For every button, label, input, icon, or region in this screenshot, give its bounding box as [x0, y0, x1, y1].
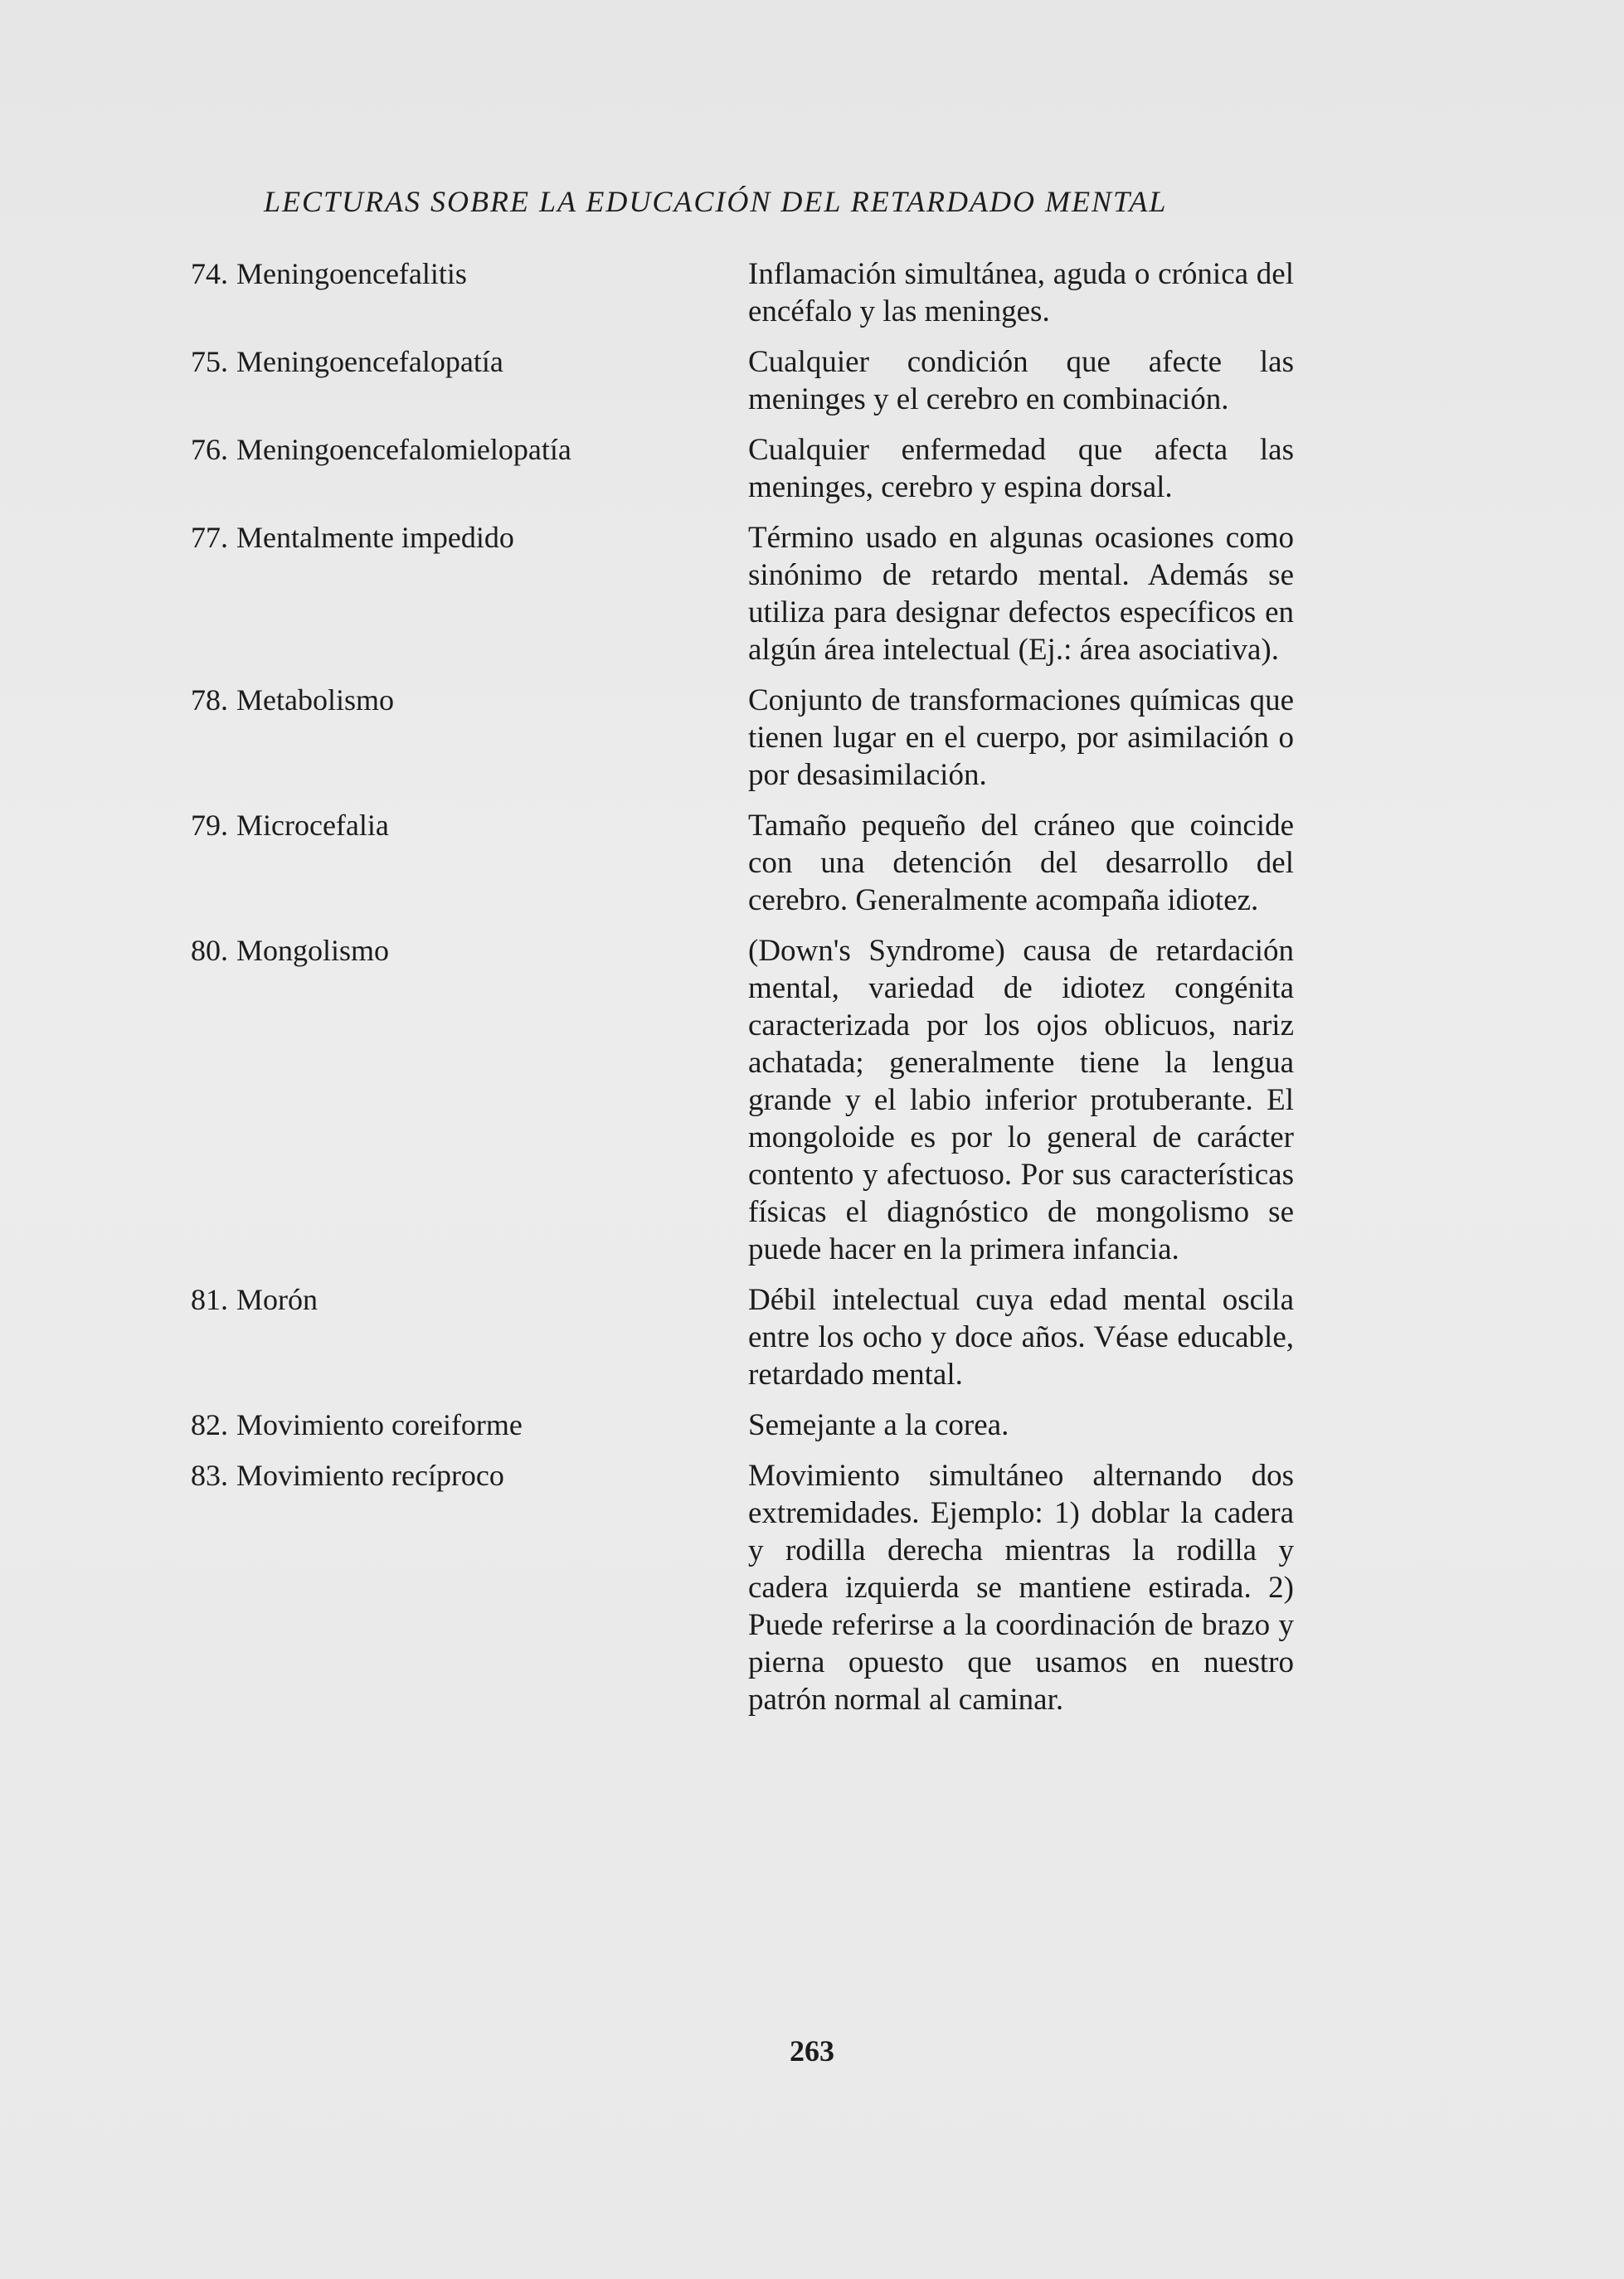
glossary-entry-80	[191, 932, 1302, 1268]
entry-number: 75.	[191, 345, 228, 378]
entry-definition: Tamaño pequeño del cráneo que coincide con una detención del desarrollo del cerebro. Generalmente acompaña idiotez.	[748, 809, 1294, 917]
glossary-entry-74	[191, 255, 1302, 330]
entry-term-text: Meningoencefalomielopatía	[236, 433, 571, 466]
entry-term-text: Meningoencefalitis	[236, 257, 467, 290]
glossary-entry-78	[191, 682, 1302, 794]
entry-number: 82.	[191, 1408, 228, 1441]
glossary-list	[191, 255, 1302, 1732]
entry-term	[191, 519, 748, 556]
entry-definition: Cualquier enfermedad que afecta las meninges, cerebro y espina dorsal.	[748, 433, 1294, 504]
entry-number: 74.	[191, 257, 228, 290]
glossary-entry-77	[191, 519, 1302, 668]
entry-term-text: Mongolismo	[236, 934, 390, 967]
entry-definition: Movimiento simultáneo alternando dos extremidades. Ejemplo: 1) doblar la cadera y rodilla derecha mientras la rodilla y cadera izquierda se mantiene estirada. 2) Puede referirse a la coordinación de brazo y pierna opuesto que usamos en nuestro patrón normal al caminar.	[748, 1459, 1294, 1717]
entry-definition: Término usado en algunas ocasiones como sinónimo de retardo mental. Además se utiliza para designar defectos específicos en algún área intelectual (Ej.: área asociativa).	[748, 521, 1294, 667]
entry-term	[191, 431, 748, 469]
entry-definition: Conjunto de transformaciones químicas que tienen lugar en el cuerpo, por asimilación o por desasimilación.	[748, 683, 1294, 792]
glossary-entry-75	[191, 343, 1302, 418]
entry-number: 83.	[191, 1459, 228, 1492]
entry-term-text: Movimiento recíproco	[236, 1459, 504, 1492]
entry-term-text: Microcefalia	[236, 809, 389, 842]
entry-term-text: Morón	[236, 1283, 318, 1316]
entry-term	[191, 343, 748, 381]
entry-number: 79.	[191, 809, 228, 842]
entry-term-text: Metabolismo	[236, 683, 394, 717]
entry-number: 76.	[191, 433, 228, 466]
glossary-entry-83	[191, 1457, 1302, 1718]
entry-term	[191, 682, 748, 719]
entry-term-text: Movimiento coreiforme	[236, 1408, 523, 1441]
glossary-entry-81	[191, 1281, 1302, 1393]
entry-number: 81.	[191, 1283, 228, 1316]
entry-term	[191, 1407, 748, 1444]
entry-term	[191, 932, 748, 969]
entry-number: 78.	[191, 683, 228, 717]
entry-definition: (Down's Syndrome) causa de retardación mental, variedad de idiotez congénita caracterizada por los ojos oblicuos, nariz achatada; generalmente tiene la lengua grande y el labio inferior protuberante. El mongoloide es por lo general de carácter contento y afectuoso. Por sus características físicas el diagnóstico de mongolismo se puede hacer en la primera infancia.	[748, 934, 1294, 1266]
glossary-entry-79	[191, 807, 1302, 919]
entry-number: 80.	[191, 934, 228, 967]
entry-term	[191, 1457, 748, 1494]
entry-term	[191, 1281, 748, 1319]
entry-definition: Semejante a la corea.	[748, 1408, 1009, 1442]
page-number: 263	[790, 2034, 834, 2068]
entry-definition: Inflamación simultánea, aguda o crónica del encéfalo y las meninges.	[748, 257, 1294, 328]
entry-term-text: Mentalmente impedido	[236, 521, 514, 554]
glossary-entry-76	[191, 431, 1302, 506]
glossary-entry-82	[191, 1407, 1302, 1444]
entry-number: 77.	[191, 521, 228, 554]
entry-term-text: Meningoencefalopatía	[236, 345, 503, 378]
running-head: LECTURAS SOBRE LA EDUCACIÓN DEL RETARDADO MENTAL	[264, 185, 1168, 218]
entry-term	[191, 255, 748, 293]
entry-definition: Cualquier condición que afecte las meninges y el cerebro en combinación.	[748, 345, 1294, 416]
entry-term	[191, 807, 748, 844]
entry-definition: Débil intelectual cuya edad mental oscila entre los ocho y doce años. Véase educable, retardado mental.	[748, 1283, 1294, 1392]
